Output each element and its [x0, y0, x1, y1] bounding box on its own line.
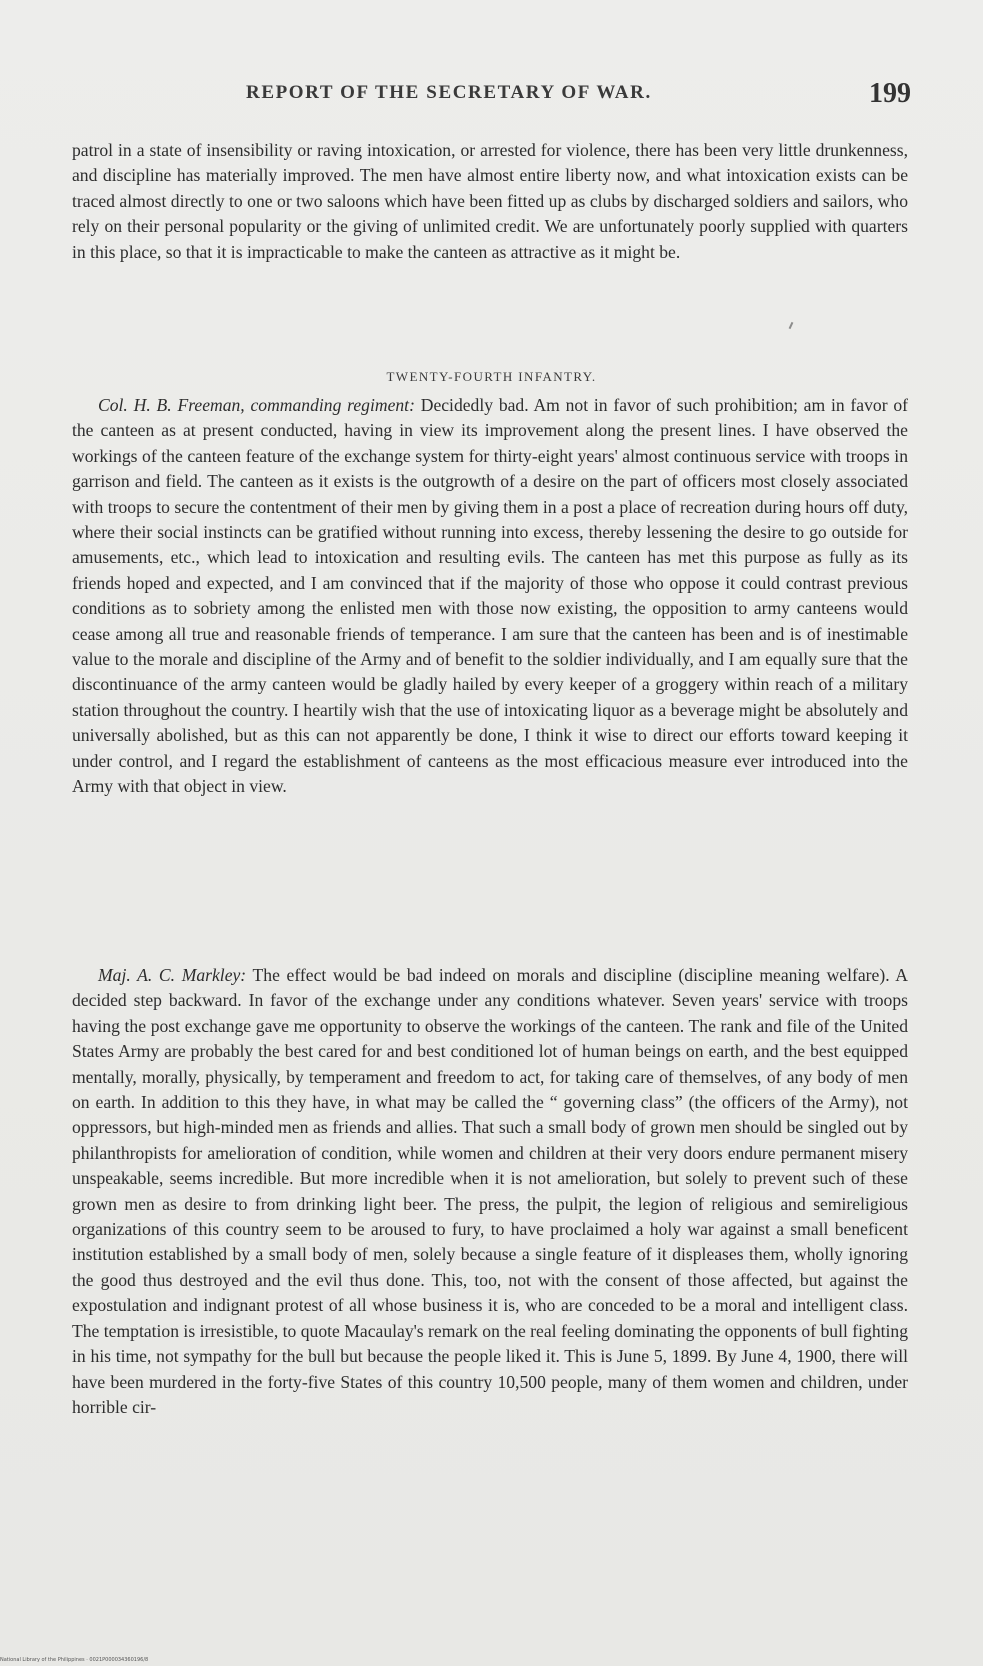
- running-title: REPORT OF THE SECRETARY OF WAR.: [246, 82, 652, 103]
- running-head: [68, 78, 911, 112]
- paragraph-freeman: [72, 393, 908, 800]
- paragraph-markley: [72, 963, 908, 1420]
- speaker-freeman: Col. H. B. Freeman, commanding regiment:: [98, 395, 415, 415]
- section-heading: TWENTY-FOURTH INFANTRY.: [386, 369, 597, 384]
- scan-footer-note: National Library of the Philippines · 0021P000034360196/8: [0, 1657, 149, 1663]
- speaker-markley: Maj. A. C. Markley:: [98, 965, 247, 985]
- paragraph-freeman-text: Decidedly bad. Am not in favor of such prohibition; am in favor of the canteen as at present conducted, having in view its improvement along the present lines. I have observed the workings of the canteen feature of the exchange system for thirty-eight years' almost continuous service with troops in garrison and field. The canteen as it exists is the outgrowth of a desire on the part of officers most closely associated with troops to secure the contentment of their men by giving them in a post a place of recreation during hours off duty, where their social instincts can be gratified without running into excess, thereby lessening the desire to go outside for amusements, etc., which lead to intoxication and resulting evils. The canteen has met this purpose as fully as its friends hoped and expected, and I am convinced that if the majority of those who oppose it could contrast previous conditions as to sobriety among the enlisted men with those now existing, the opposition to army canteens would cease among all true and reasonable friends of temperance. I am sure that the canteen has been and is of inestimable value to the morale and discipline of the Army and of benefit to the soldier individually, and I am equally sure that the discontinuance of the army canteen would be gladly hailed by every keeper of a groggery within reach of a military station throughout the country. I heartily wish that the use of intoxicating liquor as a beverage might be absolutely and universally abolished, but as this can not apparently be done, I think it wise to direct our efforts toward keeping it under control, and I regard the establishment of canteens as the most efficacious measure ever introduced into the Army with that object in view.: [72, 395, 909, 797]
- paragraph-continuation: patrol in a state of insensibility or raving intoxication, or arrested for violence, there has been very little drunkenness, and discipline has materially improved. The men have almost entire liberty now, and what intoxication exists can be traced almost directly to one or two saloons which have been fitted up as clubs by discharged soldiers and sailors, who rely on their personal popularity or the giving of unlimited credit. We are unfortunately poorly supplied with quarters in this place, so that it is impracticable to make the canteen as attractive as it might be.: [72, 140, 908, 262]
- page-number: 199: [869, 78, 911, 109]
- paragraph-markley-text: The effect would be bad indeed on morals and discipline (discipline meaning welfare). A decided step backward. In favor of the exchange under any conditions whatever. Seven years' service with troops having the post exchange gave me opportunity to observe the workings of the canteen. The rank and file of the United States Army are probably the best cared for and best conditioned lot of human beings on earth, and the best equipped mentally, morally, physically, by temperament and freedom to act, for taking care of themselves, of any body of men on earth. In addition to this they have, in what may be called the “ governing class” (the officers of the Army), not oppressors, but high-minded men as friends and allies. That such a small body of grown men should be singled out by philanthropists for amelioration of condition, while women and children at their very doors endure permanent misery unspeakable, seems incredible. But more incredible when it is not amelioration, but solely to prevent such of these grown men as desire to from drinking light beer. The press, the pulpit, the legion of religious and semireligious organizations of this country seem to be aroused to fury, to have proclaimed a holy war against a small beneficent institution established by a small body of men, solely because a single feature of it displeases them, wholly ignoring the good thus destroyed and the evil thus done. This, too, not with the consent of those affected, but against the expostulation and indignant protest of all whose business it is, who are conceded to be a moral and intelligent class. The temptation is irresistible, to quote Macaulay's remark on the real feeling dominating the opponents of bull fighting in his time, not sympathy for the bull but because the people liked it. This is June 5, 1899. By June 4, 1900, there will have been murdered in the forty-five States of this country 10,500 people, many of them women and children, under horrible cir-: [72, 965, 908, 1417]
- pencil-mark: [789, 322, 794, 329]
